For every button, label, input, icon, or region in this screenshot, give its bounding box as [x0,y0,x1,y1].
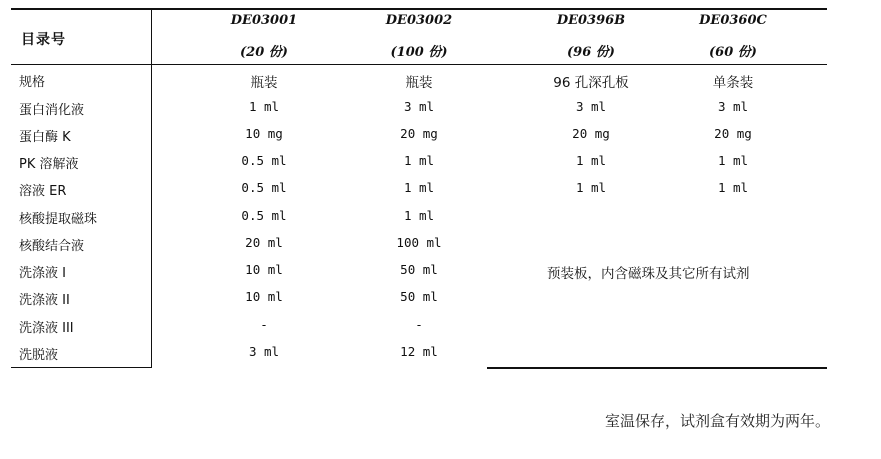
table-cell: 10 ml [245,262,283,277]
table-cell: 1 ml [248,99,280,114]
table-cell: 12 ml [400,344,438,359]
row-label: PK 溶解液 [19,157,79,172]
product-qty-2: (100 份) [390,45,448,60]
table-cell: 1 ml [717,153,749,168]
product-qty-1: (20 份) [240,45,288,60]
table-bottom-border-left [11,367,152,368]
table-cell: 10 mg [245,126,283,141]
product-code-2: DE03002 [385,13,453,28]
table-cell: - [415,317,423,332]
table-cell: 1 ml [575,153,607,168]
table-cell: 3 ml [403,99,435,114]
table-cell: 20 mg [400,126,438,141]
product-code-4: DE0360C [699,13,767,28]
row-label: 溶液 ER [19,184,67,199]
table-cell: 20 mg [714,126,752,141]
table-cell: 100 ml [396,235,442,250]
row-label: 核酸提取磁珠 [19,212,98,227]
table-cell: 3 ml [575,99,607,114]
table-row [0,313,881,340]
row-label: 洗脱液 [19,348,59,363]
table-row [0,149,881,176]
table-cell: 10 ml [245,289,283,304]
table-row [0,122,881,149]
table-cell: 0.5 ml [241,180,287,195]
product-code-1: DE03001 [230,13,298,28]
table-bottom-border-right [487,367,827,369]
row-label: 洗涤液 II [19,293,70,308]
table-cell: 3 ml [248,344,280,359]
table-cell: 1 ml [717,180,749,195]
table-cell: 20 mg [572,126,610,141]
table-row [0,231,881,258]
merged-cell-note: 预装板，内含磁珠及其它所有试剂 [547,266,750,282]
table-cell: 1 ml [403,180,435,195]
product-qty-4: (60 份) [709,45,757,60]
header-bottom-border [11,64,827,65]
row-label: 蛋白酶 K [19,130,71,145]
table-cell: 3 ml [717,99,749,114]
table-cell: 单条装 [712,75,754,91]
table-row [0,67,881,94]
product-code-3: DE0396B [556,13,626,28]
table-cell: 20 ml [245,235,283,250]
table-cell: 瓶装 [405,75,433,91]
row-label: 核酸结合液 [19,239,85,254]
table-cell: 50 ml [400,289,438,304]
table-cell: 96 孔深孔板 [553,75,629,91]
row-label: 规格 [19,75,46,90]
row-label: 洗涤液 III [19,321,74,336]
product-qty-3: (96 份) [567,45,615,60]
table-cell: 0.5 ml [241,153,287,168]
table-cell: 50 ml [400,262,438,277]
row-label: 蛋白消化液 [19,103,85,118]
table-top-border [11,8,827,10]
table-cell: 1 ml [575,180,607,195]
table-cell: - [260,317,268,332]
table-cell: 0.5 ml [241,208,287,223]
table-row [0,95,881,122]
table-row [0,176,881,203]
table-cell: 1 ml [403,208,435,223]
table-cell: 1 ml [403,153,435,168]
table-row [0,204,881,231]
table-row [0,340,881,367]
storage-note: 室温保存，试剂盒有效期为两年。 [604,412,830,430]
table-cell: 瓶装 [250,75,278,91]
row-label: 洗涤液 I [19,266,66,281]
catalog-number-label: 目录号 [21,32,66,48]
table-row [0,285,881,312]
